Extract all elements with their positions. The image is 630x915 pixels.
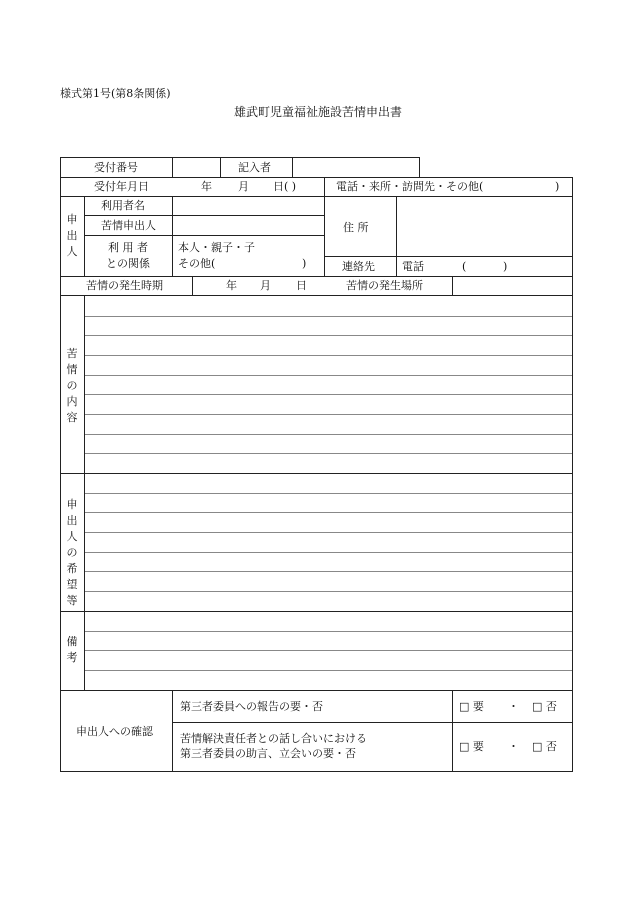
- table-border: [452, 690, 453, 772]
- table-border: [292, 157, 293, 177]
- relation-options-2-close: ): [302, 257, 307, 270]
- content-section-label: 苦 情 の 内 容: [66, 347, 78, 424]
- q1-separator: ・: [508, 700, 519, 713]
- table-border: [60, 157, 61, 772]
- occurrence-place-label: 苦情の発生場所: [346, 279, 423, 292]
- remarks-section-label: 備 考: [66, 635, 78, 664]
- ruled-line: [85, 493, 572, 494]
- ruled-line: [85, 375, 572, 376]
- phone-label: 電話: [402, 260, 424, 273]
- user-name-label: 利用者名: [101, 199, 145, 212]
- ruled-line: [85, 591, 572, 592]
- table-border: [324, 177, 325, 276]
- relation-label-2: との関係: [106, 257, 150, 270]
- table-border: [60, 690, 573, 691]
- q1-no-option[interactable]: □ 否: [532, 700, 557, 713]
- table-border: [452, 276, 453, 296]
- ruled-line: [85, 631, 572, 632]
- occurrence-time-label: 苦情の発生時期: [86, 279, 163, 292]
- confirmation-question-1: 第三者委員への報告の要・否: [180, 700, 323, 713]
- ruled-line: [85, 316, 572, 317]
- table-border: [324, 256, 573, 257]
- table-border: [192, 276, 193, 296]
- receipt-year: 年: [201, 180, 212, 193]
- address-label: 住 所: [343, 221, 369, 234]
- q2-need-option[interactable]: □ 要: [459, 740, 484, 753]
- table-border: [60, 473, 573, 474]
- relation-options-2: その他(: [178, 257, 216, 270]
- table-border: [84, 235, 325, 236]
- relation-label-1: 利 用 者: [108, 241, 148, 254]
- table-border: [60, 177, 573, 178]
- ruled-line: [85, 434, 572, 435]
- ruled-line: [85, 532, 572, 533]
- confirmation-question-2-line1: 苦情解決責任者との話し合いにおける: [180, 732, 367, 745]
- table-border: [172, 157, 173, 177]
- ruled-line: [85, 394, 572, 395]
- q2-no-option[interactable]: □ 否: [532, 740, 557, 753]
- receipt-month: 月: [238, 180, 249, 193]
- occurrence-year: 年: [226, 279, 237, 292]
- confirmation-question-2-line2: 第三者委員の助言、立会いの要・否: [180, 747, 356, 760]
- table-border: [60, 611, 573, 612]
- table-border: [60, 771, 573, 772]
- table-border: [60, 196, 573, 197]
- receipt-day: 日( ): [273, 180, 297, 193]
- table-border: [60, 157, 420, 158]
- occurrence-month: 月: [260, 279, 271, 292]
- receipt-method: 電話・来所・訪問先・その他(: [336, 180, 484, 193]
- table-border: [60, 276, 573, 277]
- receipt-number-label: 受付番号: [94, 161, 138, 174]
- table-border: [84, 215, 325, 216]
- ruled-line: [85, 650, 572, 651]
- recorder-label: 記入者: [238, 161, 271, 174]
- ruled-line: [85, 552, 572, 553]
- table-border: [572, 177, 573, 772]
- q2-separator: ・: [508, 740, 519, 753]
- ruled-line: [85, 414, 572, 415]
- wishes-section-label: 申 出 人 の 希 望 等: [66, 498, 78, 607]
- table-border: [419, 157, 420, 177]
- applicant-group-label: 申 出 人: [66, 213, 78, 258]
- q1-need-option[interactable]: □ 要: [459, 700, 484, 713]
- occurrence-day: 日: [296, 279, 307, 292]
- form-number: 様式第1号(第8条関係): [60, 87, 171, 100]
- relation-options-1: 本人・親子・子: [178, 241, 255, 254]
- ruled-line: [85, 335, 572, 336]
- complainant-label: 苦情申出人: [101, 219, 156, 232]
- page-title: 雄武町児童福祉施設苦情申出書: [234, 105, 403, 119]
- table-border: [172, 196, 173, 276]
- contact-label: 連絡先: [342, 260, 375, 273]
- table-border: [60, 295, 573, 296]
- table-border: [172, 722, 573, 723]
- table-border: [396, 196, 397, 276]
- table-border: [220, 157, 221, 177]
- ruled-line: [85, 453, 572, 454]
- table-border: [84, 196, 85, 276]
- ruled-line: [85, 670, 572, 671]
- ruled-line: [85, 571, 572, 572]
- receipt-date-label: 受付年月日: [94, 180, 149, 193]
- table-border: [172, 690, 173, 772]
- phone-paren-open: (: [462, 260, 467, 273]
- confirmation-label: 申出人への確認: [76, 725, 153, 738]
- receipt-method-close: ): [555, 180, 560, 193]
- ruled-line: [85, 355, 572, 356]
- ruled-line: [85, 512, 572, 513]
- phone-paren-close: ): [503, 260, 508, 273]
